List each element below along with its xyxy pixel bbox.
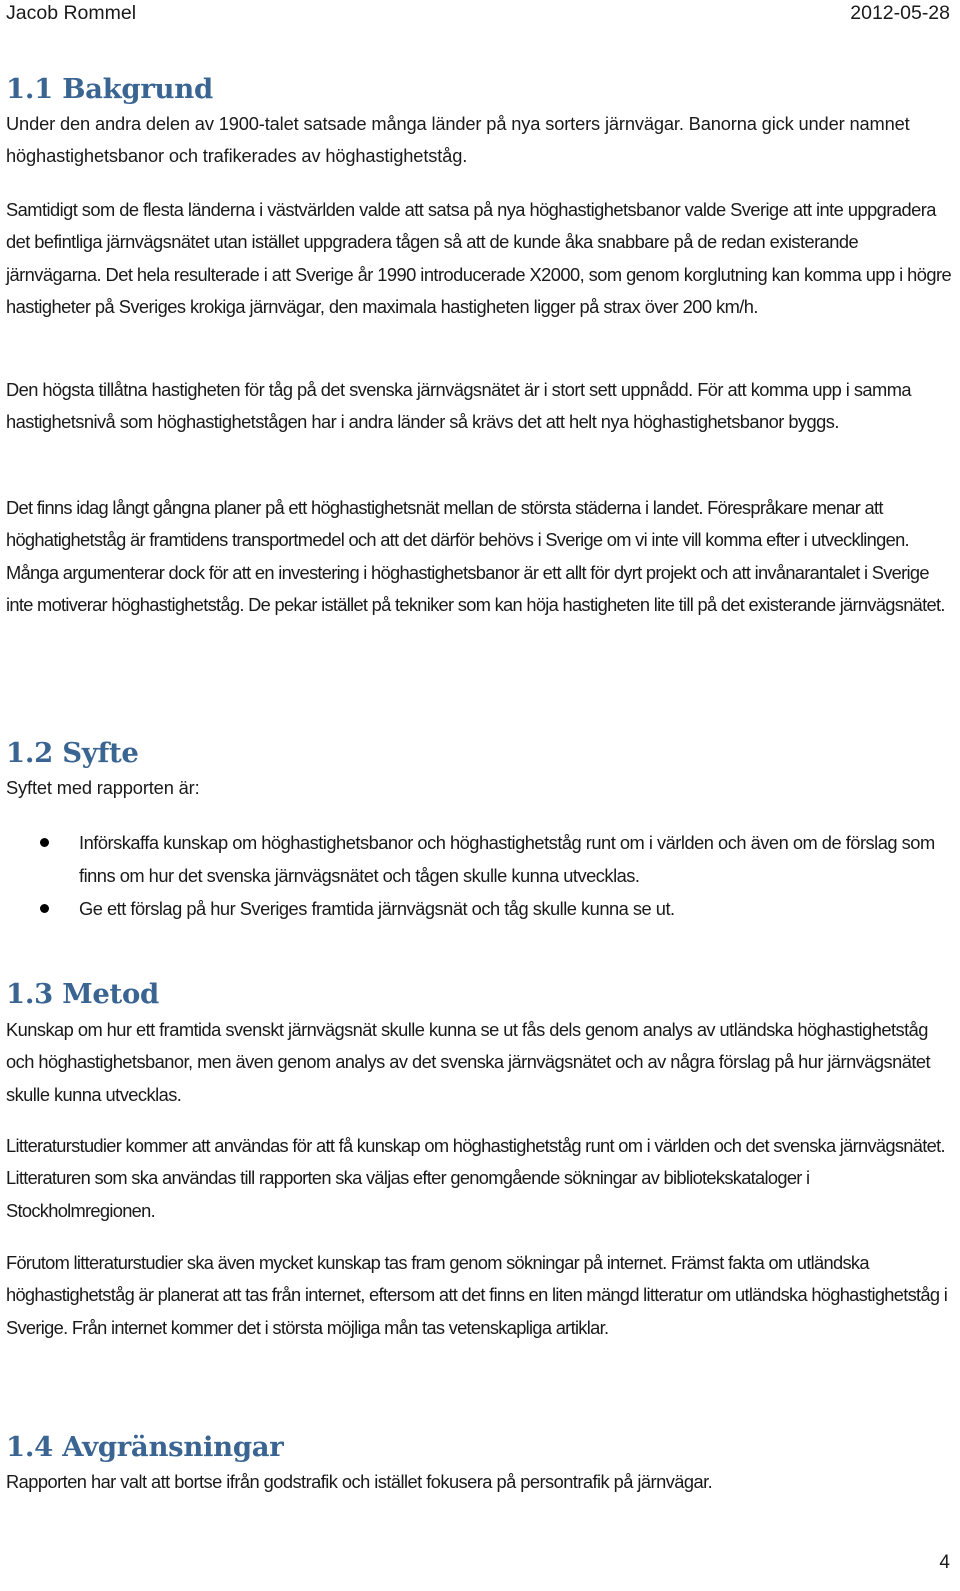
header-author: Jacob Rommel [6, 2, 137, 24]
paragraph-metod-1: Kunskap om hur ett framtida svenskt järnvägsnät skulle kunna se ut fås dels genom analys av utländska höghastighetståg och höghastighetsbanor, men även genom analys av det svenska järnvägsnätet och av några förslag på hur järnvägsnätet skulle kunna utvecklas. [6, 1019, 931, 1105]
paragraph-bakgrund-3: Den högsta tillåtna hastigheten för tåg på det svenska järnvägsnätet är i stort sett uppnådd. För att komma upp i samma hastighetsnivå som höghastighetstågen har i andra länder så krävs det att helt nya höghastighetsbanor byggs. [6, 379, 912, 433]
paragraph-metod-3: Förutom litteraturstudier ska även mycket kunskap tas fram genom sökningar på internet. Främst fakta om utländska höghastighetståg är planerat att tas från internet, eftersom att det finns en liten mängd litteratur om utländska höghastighetståg i Sverige. Från internet kommer det i största möjliga mån tas vetenskapliga artiklar. [6, 1252, 948, 1338]
list-item-text: Införskaffa kunskap om höghastighetsbanor och höghastighetståg runt om i världen och även om de förslag som finns om hur det svenska järnvägsnätet och tågen skulle kunna utvecklas. [79, 832, 935, 886]
syfte-bullet-list [0, 826, 954, 925]
paragraph-bakgrund-2: Samtidigt som de flesta länderna i västvärlden valde att satsa på nya höghastighetsbanor valde Sverige att inte uppgradera det befintliga järnvägsnätet utan istället uppgradera tågen så att de kunde åka snabbare på de redan existerande järnvägarna. Det hela resulterade i att Sverige år 1990 introducerade X2000, som genom korglutning kan komma upp i högre hastigheter på Sveriges krokiga järnvägar, den maximala hastigheten ligger på strax över 200 km/h. [6, 199, 952, 317]
heading-bakgrund: 1.1 Bakgrund [6, 73, 213, 105]
header-date: 2012-05-28 [850, 2, 950, 24]
paragraph-avgransningar-1: Rapporten har valt att bortse ifrån godstrafik och istället fokusera på persontrafik på järnvägar. [6, 1471, 713, 1492]
list-item [0, 892, 954, 925]
list-item [0, 826, 954, 892]
paragraph-syfte-intro: Syftet med rapporten är: [6, 777, 200, 798]
paragraph-metod-2: Litteraturstudier kommer att användas för att få kunskap om höghastighetståg runt om i världen och det svenska järnvägsnätet. Litteraturen som ska användas till rapporten ska väljas efter genomgående sökningar av bibliotekskataloger i Stockholmregionen. [6, 1135, 945, 1221]
paragraph-bakgrund-1: Under den andra delen av 1900-talet satsade många länder på nya sorters järnvägar. Banorna gick under namnet höghastighetsbanor och trafikerades av höghastighetståg. [6, 113, 910, 167]
paragraph-bakgrund-4: Det finns idag långt gångna planer på ett höghastighetsnät mellan de största städerna i landet. Förespråkare menar att höghatighetståg är framtidens transportmedel och att det därför behövs i Sverige om vi inte vill komma efter i utvecklingen. Många argumenterar dock för att en investering i höghastighetsbanor är ett allt för dyrt projekt och att invånarantalet i Sverige inte motiverar höghastighetståg. De pekar istället på tekniker som kan höja hastigheten lite till på det existerande järnvägsnätet. [6, 497, 945, 615]
heading-syfte: 1.2 Syfte [6, 737, 139, 769]
page-number: 4 [939, 1552, 950, 1573]
list-item-text: Ge ett förslag på hur Sveriges framtida järnvägsnät och tåg skulle kunna se ut. [79, 898, 675, 919]
bullet-dot-icon [40, 838, 49, 847]
heading-metod: 1.3 Metod [6, 978, 159, 1010]
heading-avgransningar: 1.4 Avgränsningar [6, 1431, 284, 1463]
bullet-dot-icon [40, 904, 49, 913]
